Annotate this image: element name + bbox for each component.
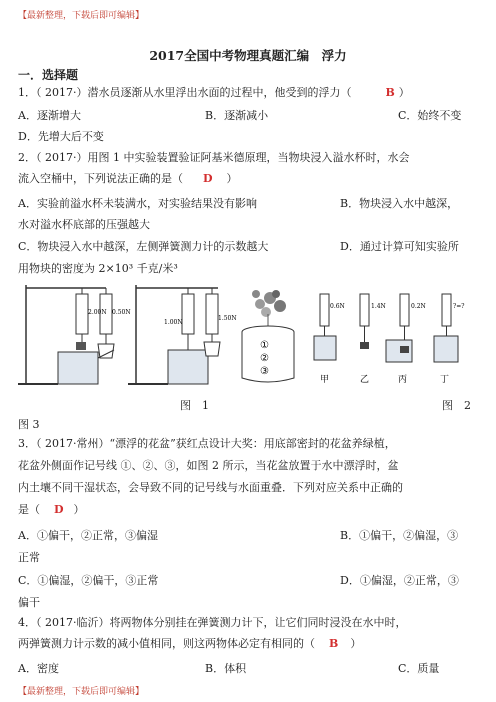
fig3-reading-1: 0.6N — [330, 303, 345, 310]
q2-option-b-part1: B．物块浸入水中越深， — [340, 197, 459, 210]
q1-option-a: A．逐渐增大 — [18, 109, 81, 122]
fig1-reading-2: 0.50N — [112, 309, 131, 316]
q4-option-c: C．质量 — [398, 662, 440, 675]
q1-close: ） — [398, 86, 410, 99]
q1-answer: B — [385, 86, 395, 99]
q3-option-b-part1: B．①偏干，②偏湿，③ — [340, 529, 459, 542]
q3-close: ） — [73, 503, 85, 516]
q4-stem-line2 — [18, 637, 361, 651]
q4-stem-text: 两弹簧测力计示数的减小值相同，则这两物体必定有相同的（ — [18, 637, 315, 650]
fig3-label-2: 乙 — [360, 375, 370, 385]
figure-3 — [306, 290, 478, 390]
q3-option-c: C．①偏湿，②偏干，③正常 — [18, 574, 159, 587]
figure-2-caption: 图 2 — [442, 399, 471, 412]
fig2-mark-2: ② — [260, 353, 269, 364]
figure-1 — [18, 280, 237, 390]
fig3-label-1: 甲 — [320, 375, 330, 385]
q3-option-a: A．①偏干，②正常，③偏湿 — [18, 529, 158, 542]
q2-stem-line1: 2．（ 2017·）用图 1 中实验装置验证阿基米德原理，当物块浸入溢水杯时，水会 — [18, 151, 410, 164]
q1-option-c: C．始终不变 — [398, 109, 462, 122]
q3-stem-line3: 内土壤不同干湿状态，会导致不同的记号线与水面重叠．下列对应关系中正确的 — [18, 481, 403, 494]
q3-option-d-part1: D．①偏湿，②正常，③ — [340, 574, 459, 587]
q2-option-d-part2: 用物块的密度为 2×10³ 千克/米³ — [18, 262, 178, 275]
fig3-label-3: 丙 — [398, 375, 408, 385]
q2-close: ） — [226, 172, 238, 185]
fig1-reading-4: 1.50N — [218, 315, 237, 322]
q3-stem-line1: 3．（ 2017·常州）“漂浮的花盆”获红点设计大奖：用底部密封的花盆养绿植， — [18, 437, 396, 450]
q4-answer: B — [329, 637, 339, 650]
q2-option-a: A．实验前溢水杯未装满水，对实验结果没有影响 — [18, 197, 257, 210]
q4-option-b: B．体积 — [205, 662, 247, 675]
top-banner-note: 【最新整理，下载后即可编辑】 — [18, 11, 145, 21]
q3-stem-line2: 花盆外侧面作记号线 ①、②、③，如图 2 所示，当花盆放置于水中漂浮时，盆 — [18, 459, 399, 472]
q3-stem-line4 — [18, 503, 85, 517]
q3-option-b-part2: 正常 — [18, 551, 40, 564]
q3-stem-text: 是（ — [18, 503, 40, 516]
q4-stem-line1: 4．（ 2017·临沂）将两物体分别挂在弹簧测力计下，让它们同时浸没在水中时， — [18, 616, 407, 629]
q2-option-c: C．物块浸入水中越深，左侧弹簧测力计的示数越大 — [18, 240, 269, 253]
fig3-label-4: 丁 — [440, 375, 450, 385]
q2-answer: D — [203, 172, 213, 185]
figure-2 — [236, 286, 306, 386]
figure-3-caption: 图 3 — [18, 418, 40, 431]
q4-option-a: A．密度 — [18, 662, 59, 675]
figure-1-caption: 图 1 — [180, 399, 209, 412]
q1-stem-text: 1．（ 2017·）潜水员逐渐从水里浮出水面的过程中，他受到的浮力（ — [18, 86, 352, 99]
fig2-mark-3: ③ — [260, 366, 269, 377]
bottom-banner-note: 【最新整理，下载后即可编辑】 — [18, 687, 145, 697]
q2-option-d-part1: D．通过计算可知实验所 — [340, 240, 459, 253]
page-title: 2017全国中考物理真题汇编 浮力 — [149, 48, 347, 63]
fig2-mark-1: ① — [260, 340, 269, 351]
fig1-reading-1: 2.00N — [88, 309, 107, 316]
q3-option-d-part2: 偏干 — [18, 596, 40, 609]
fig1-reading-3: 1.00N — [164, 319, 183, 326]
q2-option-b-part2: 水对溢水杯底部的压强越大 — [18, 218, 150, 231]
q4-close: ） — [350, 637, 362, 650]
q1-option-b: B．逐渐减小 — [205, 109, 269, 122]
q2-stem-text: 流入空桶中，下列说法正确的是（ — [18, 172, 183, 185]
q2-stem-line2 — [18, 172, 238, 186]
q1-option-d: D．先增大后不变 — [18, 130, 104, 143]
q3-answer: D — [54, 503, 64, 516]
fig3-reading-3: 0.2N — [411, 303, 426, 310]
fig3-reading-2: 1.4N — [371, 303, 386, 310]
fig3-reading-4: ?=? — [453, 303, 465, 310]
q1-stem — [18, 86, 410, 100]
section-heading: 一．选择题 — [18, 68, 79, 82]
